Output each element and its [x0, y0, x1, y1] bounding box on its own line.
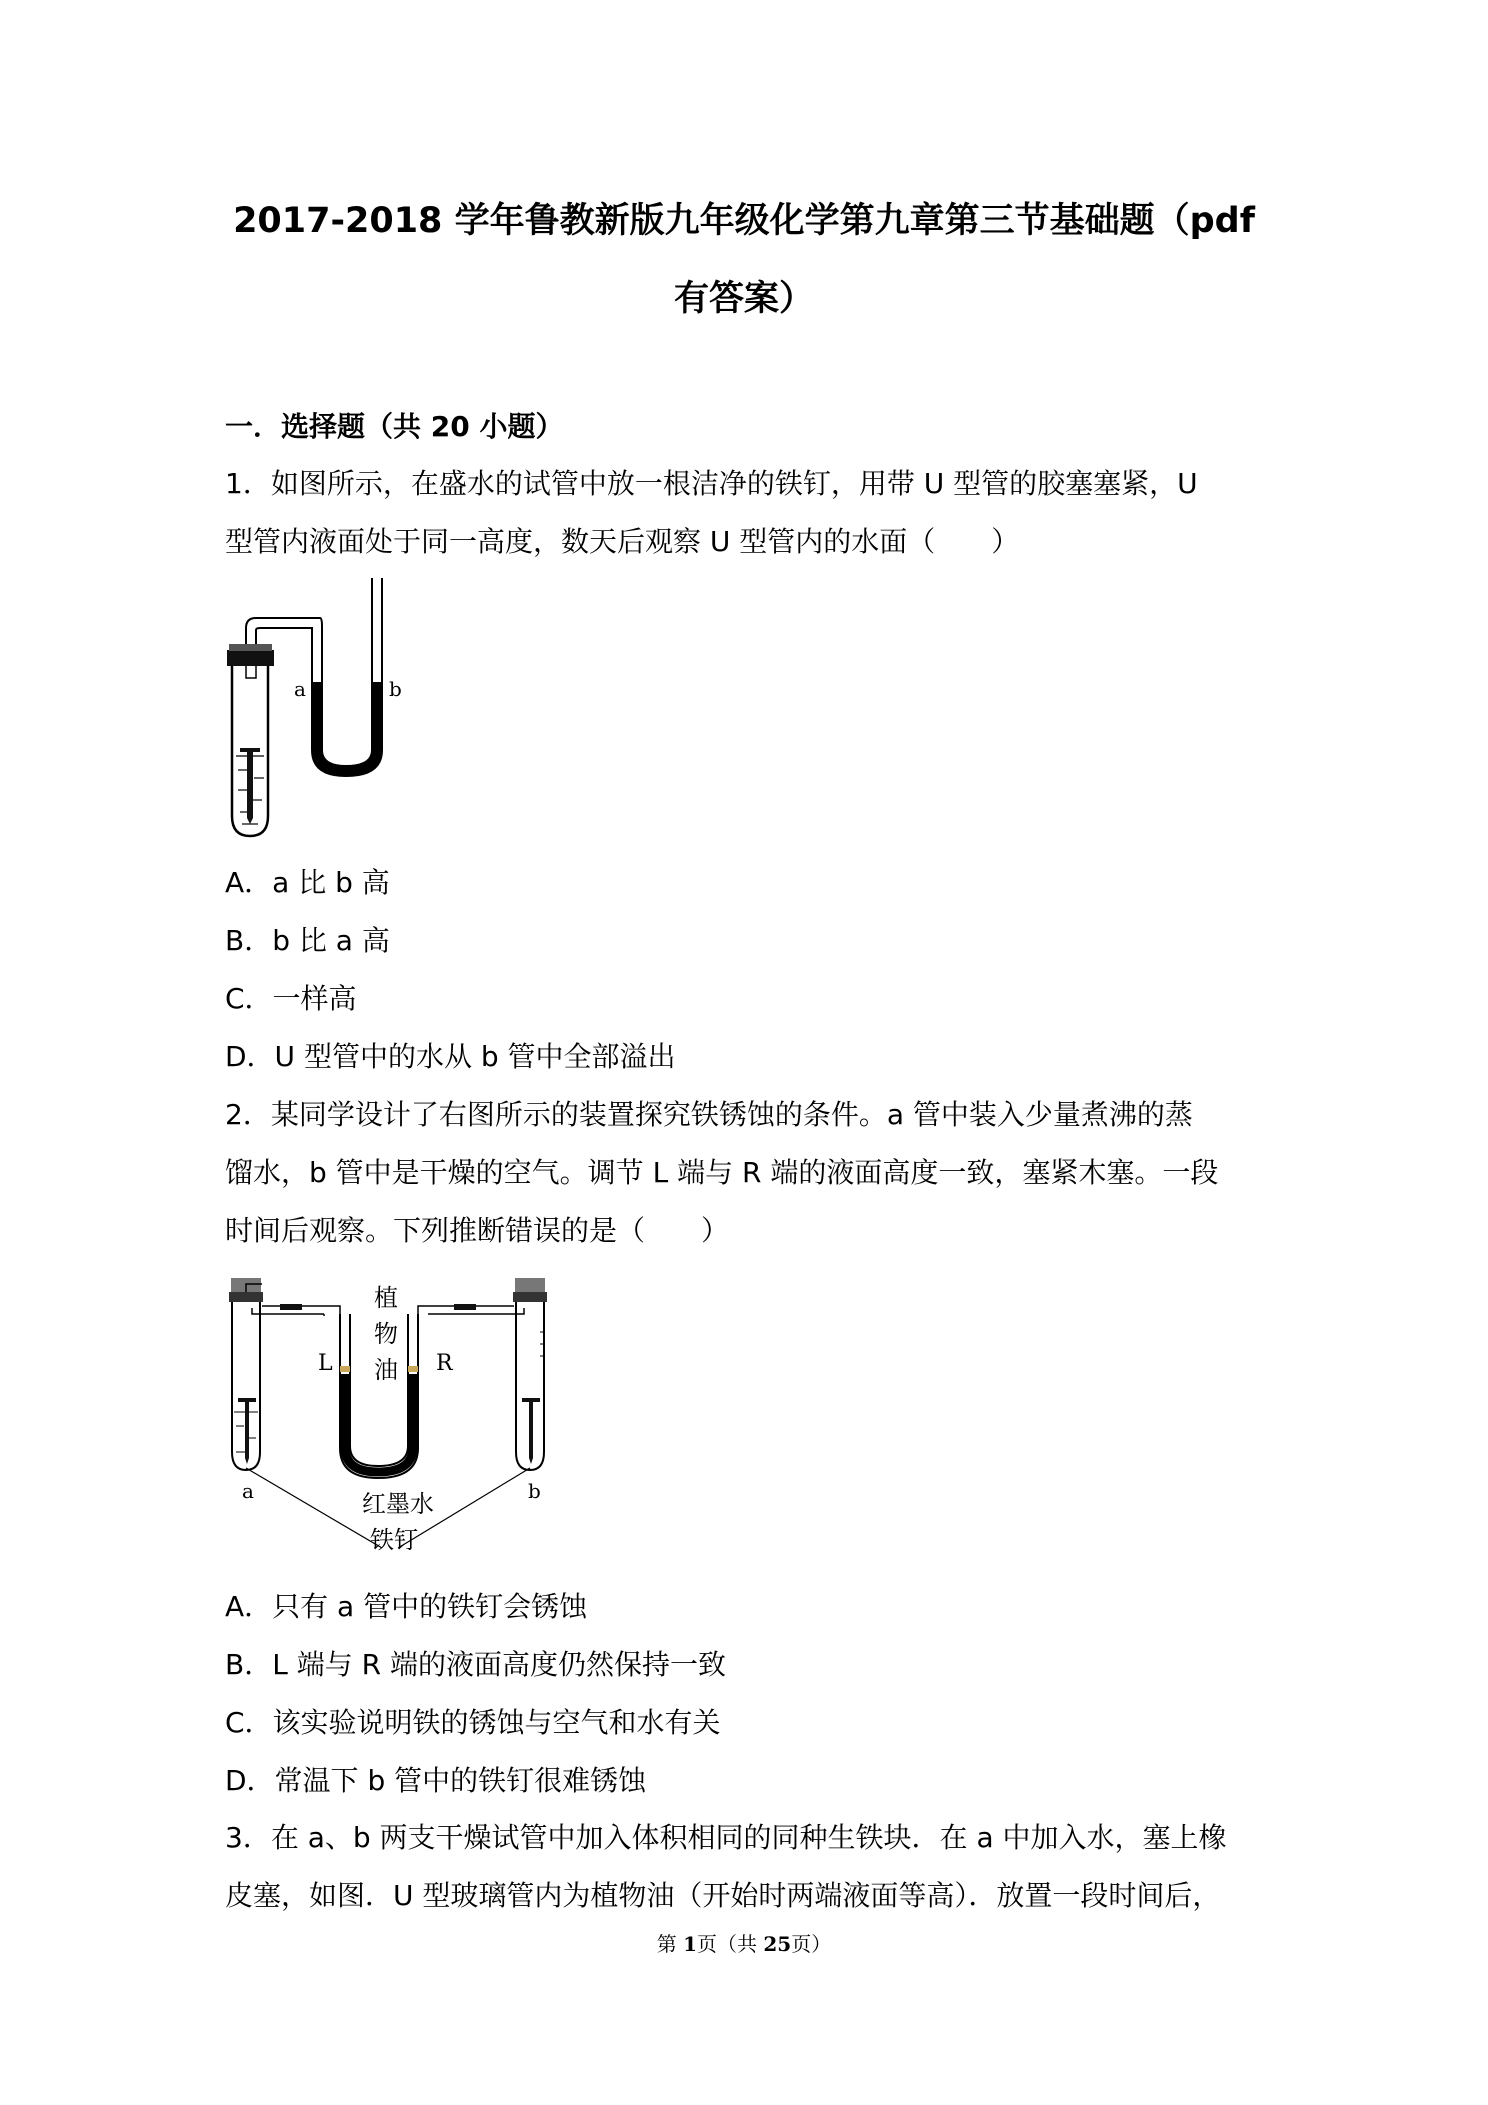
- footer-middle: 页（共: [697, 1932, 764, 1956]
- footer-page-number: 1: [683, 1932, 698, 1956]
- figure-u-tube-test-tube: [222, 578, 432, 840]
- question-3-line-2: 皮塞，如图．U 型玻璃管内为植物油（开始时两端液面等高）．放置一段时间后，: [225, 1879, 1221, 1912]
- question-2-option-b: B．L 端与 R 端的液面高度仍然保持一致: [225, 1648, 726, 1681]
- question-1-option-a: A．a 比 b 高: [225, 866, 390, 899]
- question-1-option-c: C．一样高: [225, 982, 357, 1015]
- document-title-line1: 2017-2018 学年鲁教新版九年级化学第九章第三节基础题（pdf: [233, 201, 1255, 241]
- question-1-line-2: 型管内液面处于同一高度，数天后观察 U 型管内的水面（ ）: [225, 525, 1020, 558]
- question-1-line-1: 1．如图所示，在盛水的试管中放一根洁净的铁钉，用带 U 型管的胶塞塞紧，U: [225, 467, 1198, 500]
- label-red-ink: 红墨水: [362, 1490, 434, 1518]
- label-oil-3: 油: [374, 1356, 398, 1384]
- label-oil-2: 物: [374, 1320, 398, 1348]
- section-heading: 一．选择题（共 20 小题）: [225, 410, 564, 443]
- question-2-option-a: A．只有 a 管中的铁钉会锈蚀: [225, 1590, 588, 1623]
- question-2-line-3: 时间后观察。下列推断错误的是（ ）: [225, 1214, 730, 1247]
- label-iron-nail: 铁钉: [370, 1526, 418, 1554]
- label-a: a: [294, 677, 306, 701]
- footer-suffix: 页）: [791, 1932, 832, 1956]
- question-1-option-d: D．U 型管中的水从 b 管中全部溢出: [225, 1040, 676, 1073]
- question-2-option-d: D．常温下 b 管中的铁钉很难锈蚀: [225, 1764, 647, 1797]
- label-L: L: [318, 1351, 333, 1376]
- page-footer: [0, 1928, 1488, 1957]
- document-title-line2: 有答案）: [673, 279, 814, 319]
- label-b: b: [389, 677, 402, 701]
- figure-rust-experiment: [222, 1262, 562, 1562]
- question-2-line-2: 馏水，b 管中是干燥的空气。调节 L 端与 R 端的液面高度一致，塞紧木塞。一段: [225, 1156, 1219, 1189]
- question-1-option-b: B．b 比 a 高: [225, 924, 390, 957]
- label-oil-1: 植: [374, 1284, 398, 1312]
- label-tube-b: b: [528, 1479, 541, 1503]
- footer-total-pages: 25: [763, 1932, 792, 1956]
- question-3-line-1: 3．在 a、b 两支干燥试管中加入体积相同的同种生铁块．在 a 中加入水，塞上橡: [225, 1821, 1227, 1854]
- footer-prefix: 第: [656, 1932, 684, 1956]
- question-2-option-c: C．该实验说明铁的锈蚀与空气和水有关: [225, 1706, 721, 1739]
- label-R: R: [436, 1351, 453, 1376]
- label-tube-a: a: [242, 1479, 254, 1503]
- question-2-line-1: 2．某同学设计了右图所示的装置探究铁锈蚀的条件。a 管中装入少量煮沸的蒸: [225, 1098, 1193, 1131]
